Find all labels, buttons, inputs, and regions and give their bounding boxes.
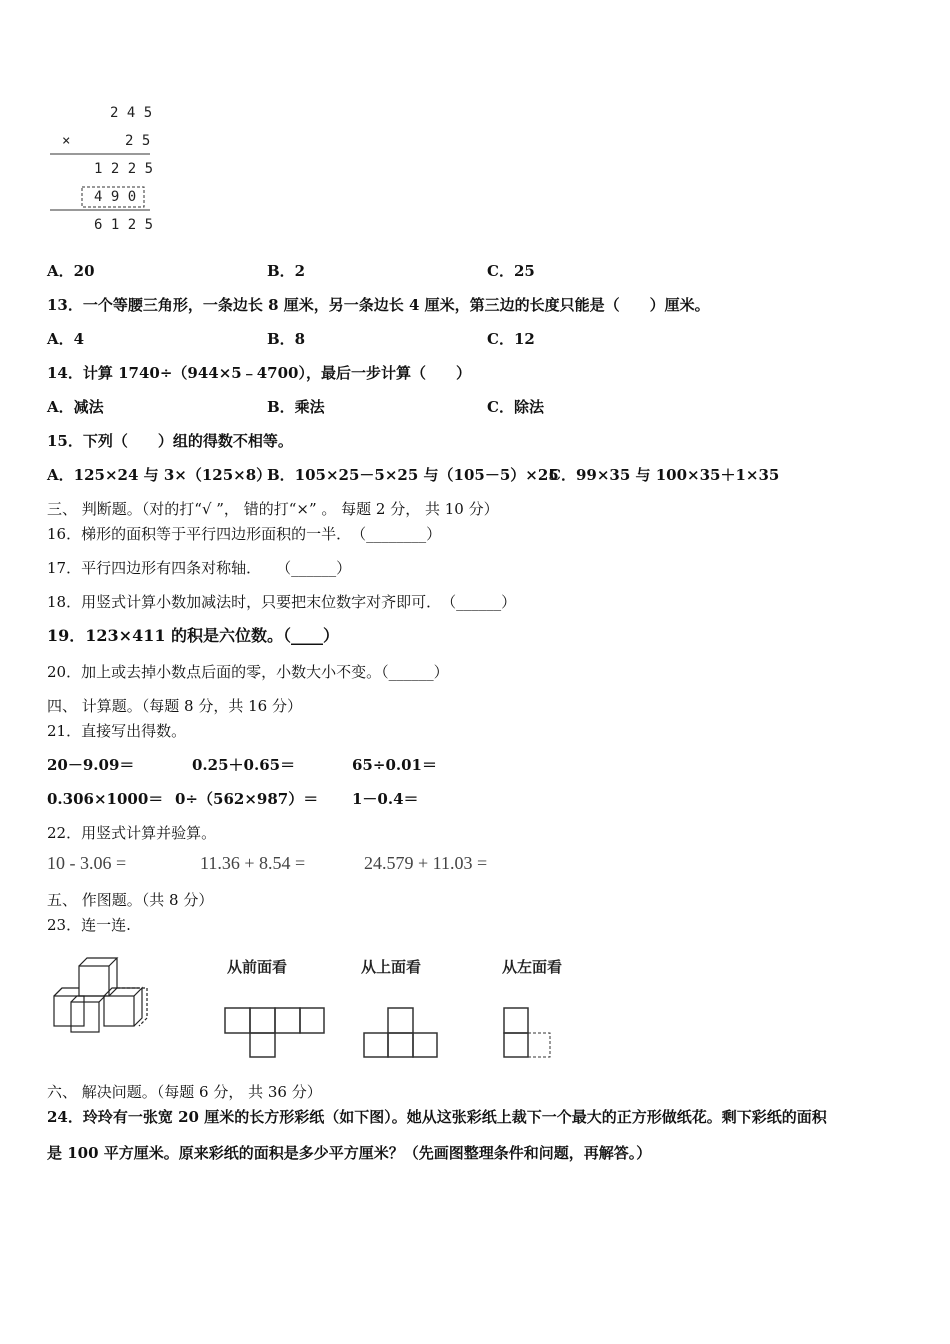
q21-item-6: 1－0.4＝ — [352, 790, 419, 808]
q16: 16．梯形的面积等于平行四边形面积的一半． （________） — [47, 525, 442, 543]
q21-item-3: 65÷0.01＝ — [352, 756, 437, 774]
calc-times-sign: × — [62, 133, 71, 149]
view-label-top: 从上面看 — [361, 958, 422, 976]
calc-row-4: 4 9 0 — [94, 189, 137, 205]
q13-option-a[interactable]: A．4 — [47, 330, 85, 348]
q20: 20．加上或去掉小数点后面的零，小数大小不变。（______） — [47, 663, 449, 681]
q22-stem: 22．用竖式计算并验算。 — [47, 824, 217, 842]
q14-stem: 14．计算 1740÷（944×5﹣4700），最后一步计算（ ） — [47, 364, 471, 382]
q22-item-2: 11.36 + 8.54 = — [200, 853, 306, 873]
calc-row-2: 2 5 — [125, 133, 151, 149]
q24-line-2: 是 100 平方厘米。原来彩纸的面积是多少平方厘米？（先画图整理条件和问题，再解答。） — [47, 1144, 652, 1162]
section-6-heading: 六、 解决问题。（每题 6 分， 共 36 分） — [47, 1083, 322, 1101]
q21-stem: 21．直接写出得数。 — [47, 722, 187, 740]
q21-item-5: 0÷（562×987）＝ — [175, 790, 319, 808]
q12-option-c[interactable]: C．25 — [487, 262, 535, 280]
q15-stem: 15．下列（ ）组的得数不相等。 — [47, 432, 293, 450]
q14-option-b[interactable]: B．乘法 — [267, 398, 325, 416]
q22-item-3: 24.579 + 11.03 = — [364, 853, 488, 873]
section-3-heading: 三、 判断题。（对的打“√ ”， 错的打“×” 。 每题 2 分， 共 10 分） — [47, 500, 499, 518]
q17: 17．平行四边形有四条对称轴． （______） — [47, 559, 352, 577]
section-5-heading: 五、 作图题。（共 8 分） — [47, 891, 214, 909]
q19: 19．123×411 的积是六位数。（____） — [47, 626, 340, 645]
q14-option-c[interactable]: C．除法 — [487, 398, 544, 416]
q12-option-b[interactable]: B．2 — [267, 262, 306, 280]
view-label-left: 从左面看 — [502, 958, 563, 976]
q12-option-a[interactable]: A．20 — [47, 262, 95, 280]
q13-option-b[interactable]: B．8 — [267, 330, 306, 348]
q21-item-1: 20－9.09＝ — [47, 756, 135, 774]
q15-option-b[interactable]: B．105×25－5×25 与（105－5）×25 — [267, 466, 559, 484]
q21-item-2: 0.25＋0.65＝ — [192, 756, 296, 774]
calc-row-1: 2 4 5 — [110, 105, 153, 121]
view-label-front: 从前面看 — [227, 958, 288, 976]
q15-option-a[interactable]: A．125×24 与 3×（125×8） — [47, 466, 272, 484]
section-4-heading: 四、 计算题。（每题 8 分，共 16 分） — [47, 697, 302, 715]
q13-option-c[interactable]: C．12 — [487, 330, 535, 348]
q15-option-c[interactable]: C．99×35 与 100×35＋1×35 — [549, 466, 780, 484]
q21-item-4: 0.306×1000＝ — [47, 790, 164, 808]
q22-item-1: 10 - 3.06 = — [47, 853, 127, 873]
q14-option-a[interactable]: A．减法 — [47, 398, 104, 416]
q24-line-1: 24．玲玲有一张宽 20 厘米的长方形彩纸（如下图）。她从这张彩纸上裁下一个最大的正方形做纸花。剩下彩纸的面积 — [47, 1108, 827, 1126]
q13-stem: 13．一个等腰三角形，一条边长 8 厘米，另一条边长 4 厘米，第三边的长度只能是（ ）厘米。 — [47, 296, 710, 314]
q18: 18．用竖式计算小数加减法时，只要把末位数字对齐即可． （______） — [47, 593, 517, 611]
q23-stem: 23．连一连. — [47, 916, 131, 934]
calc-row-5: 6 1 2 5 — [94, 217, 154, 233]
calc-row-3: 1 2 2 5 — [94, 161, 154, 177]
